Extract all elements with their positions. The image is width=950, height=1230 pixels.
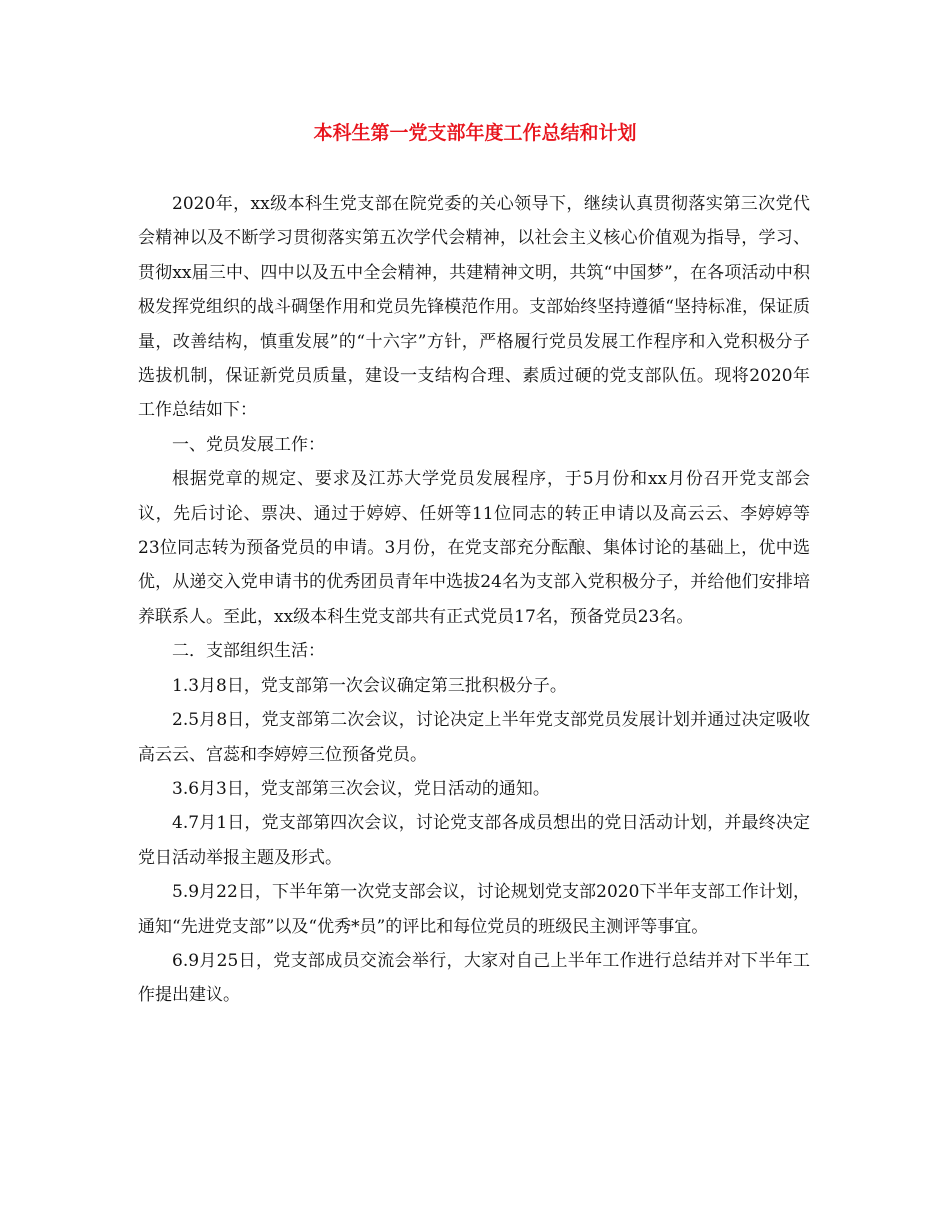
section-heading-member-development: 一、党员发展工作： — [172, 434, 325, 455]
list-item-3: 3.6月3日，党支部第三次会议，党日活动的通知。 — [172, 778, 550, 799]
list-item-4: 4.7月1日，党支部第四次会议，讨论党支部各成员想出的党日活动计划，并最终决定党日活动举报主题及形式。 — [138, 813, 810, 868]
paragraph-member-development: 根据党章的规定、要求及江苏大学党员发展程序，于5月份和xx月份召开党支部会议，先后讨论、票决、通过于婷婷、任妍等11位同志的转正申请以及高云云、李婷婷等23位同志转为预备党员的申请。3月份，在党支部充分酝酿、集体讨论的基础上，优中选优，从递交入党申请书的优秀团员青年中选拔24名为支部入党积极分子，并给他们安排培养联系人。至此，xx级本科生党支部共有正式党员17名，预备党员23名。 — [138, 469, 810, 627]
section-heading-branch-activities: 二．支部组织生活： — [172, 641, 325, 662]
list-item-6: 6.9月25日，党支部成员交流会举行，大家对自己上半年工作进行总结并对下半年工作提出建议。 — [138, 950, 810, 1006]
paragraph-intro: 2020年，xx级本科生党支部在院党委的关心领导下，继续认真贯彻落实第三次党代会精神以及不断学习贯彻落实第五次学代会精神，以社会主义核心价值观为指导，学习、贯彻xx届三中、四中以及五中全会精神，共建精神文明，共筑“中国梦”，在各项活动中积极发挥党组织的战斗碉堡作用和党员先锋模范作用。支部始终坚持遵循“坚持标准，保证质量，改善结构，慎重发展”的“十六字”方针，严格履行党员发展工作程序和入党积极分子选拔机制，保证新党员质量，建设一支结构合理、素质过硬的党支部队伍。现将2020年工作总结如下： — [138, 194, 810, 421]
document-title: 本科生第一党支部年度工作总结和计划 — [313, 122, 637, 144]
list-item-5: 5.9月22日，下半年第一次党支部会议，讨论规划党支部2020下半年支部工作计划，通知“先进党支部”以及“优秀*员”的评比和每位党员的班级民主测评等事宜。 — [138, 882, 810, 937]
document-body — [138, 187, 810, 1013]
list-item-1: 1.3月8日，党支部第一次会议确定第三批积极分子。 — [172, 675, 567, 696]
list-item-2: 2.5月8日，党支部第二次会议，讨论决定上半年党支部党员发展计划并通过决定吸收高云云、宫蕊和李婷婷三位预备党员。 — [138, 710, 810, 765]
